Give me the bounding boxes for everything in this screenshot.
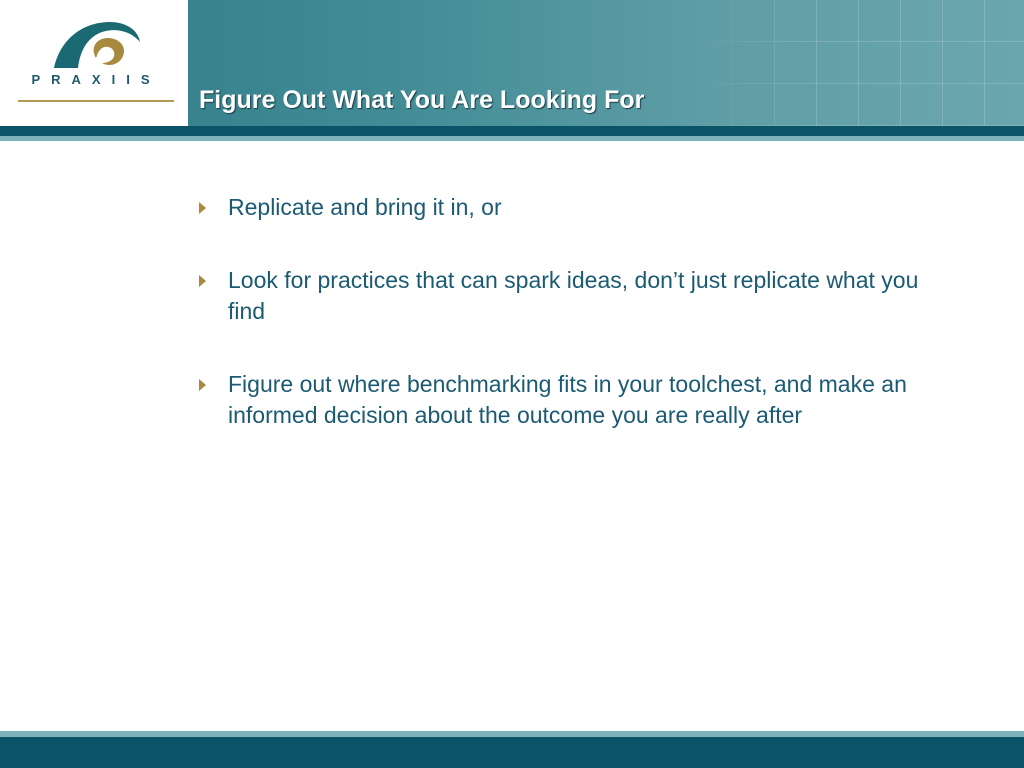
slide-title: Figure Out What You Are Looking For [199, 86, 645, 114]
bullet-item [196, 192, 956, 223]
triangle-right-icon [199, 275, 206, 287]
praxiis-swirl-logo-icon [50, 18, 142, 72]
bullet-text: Replicate and bring it in, or [228, 194, 502, 220]
bullet-item [196, 265, 956, 327]
header-grid-pattern [690, 0, 1024, 126]
logo-underline [18, 100, 174, 102]
header-divider-light [0, 136, 1024, 141]
bullet-item [196, 369, 956, 431]
logo-wordmark: PRAXIIS [31, 72, 161, 87]
footer-band [0, 737, 1024, 768]
triangle-right-icon [199, 379, 206, 391]
bullet-text: Look for practices that can spark ideas, don’t just replicate what you find [228, 267, 919, 324]
logo [0, 0, 188, 126]
bullet-text: Figure out where benchmarking fits in your toolchest, and make an informed decision about the outcome you are really after [228, 371, 907, 428]
header-divider-dark [0, 126, 1024, 136]
bullet-list [196, 192, 956, 473]
triangle-right-icon [199, 202, 206, 214]
